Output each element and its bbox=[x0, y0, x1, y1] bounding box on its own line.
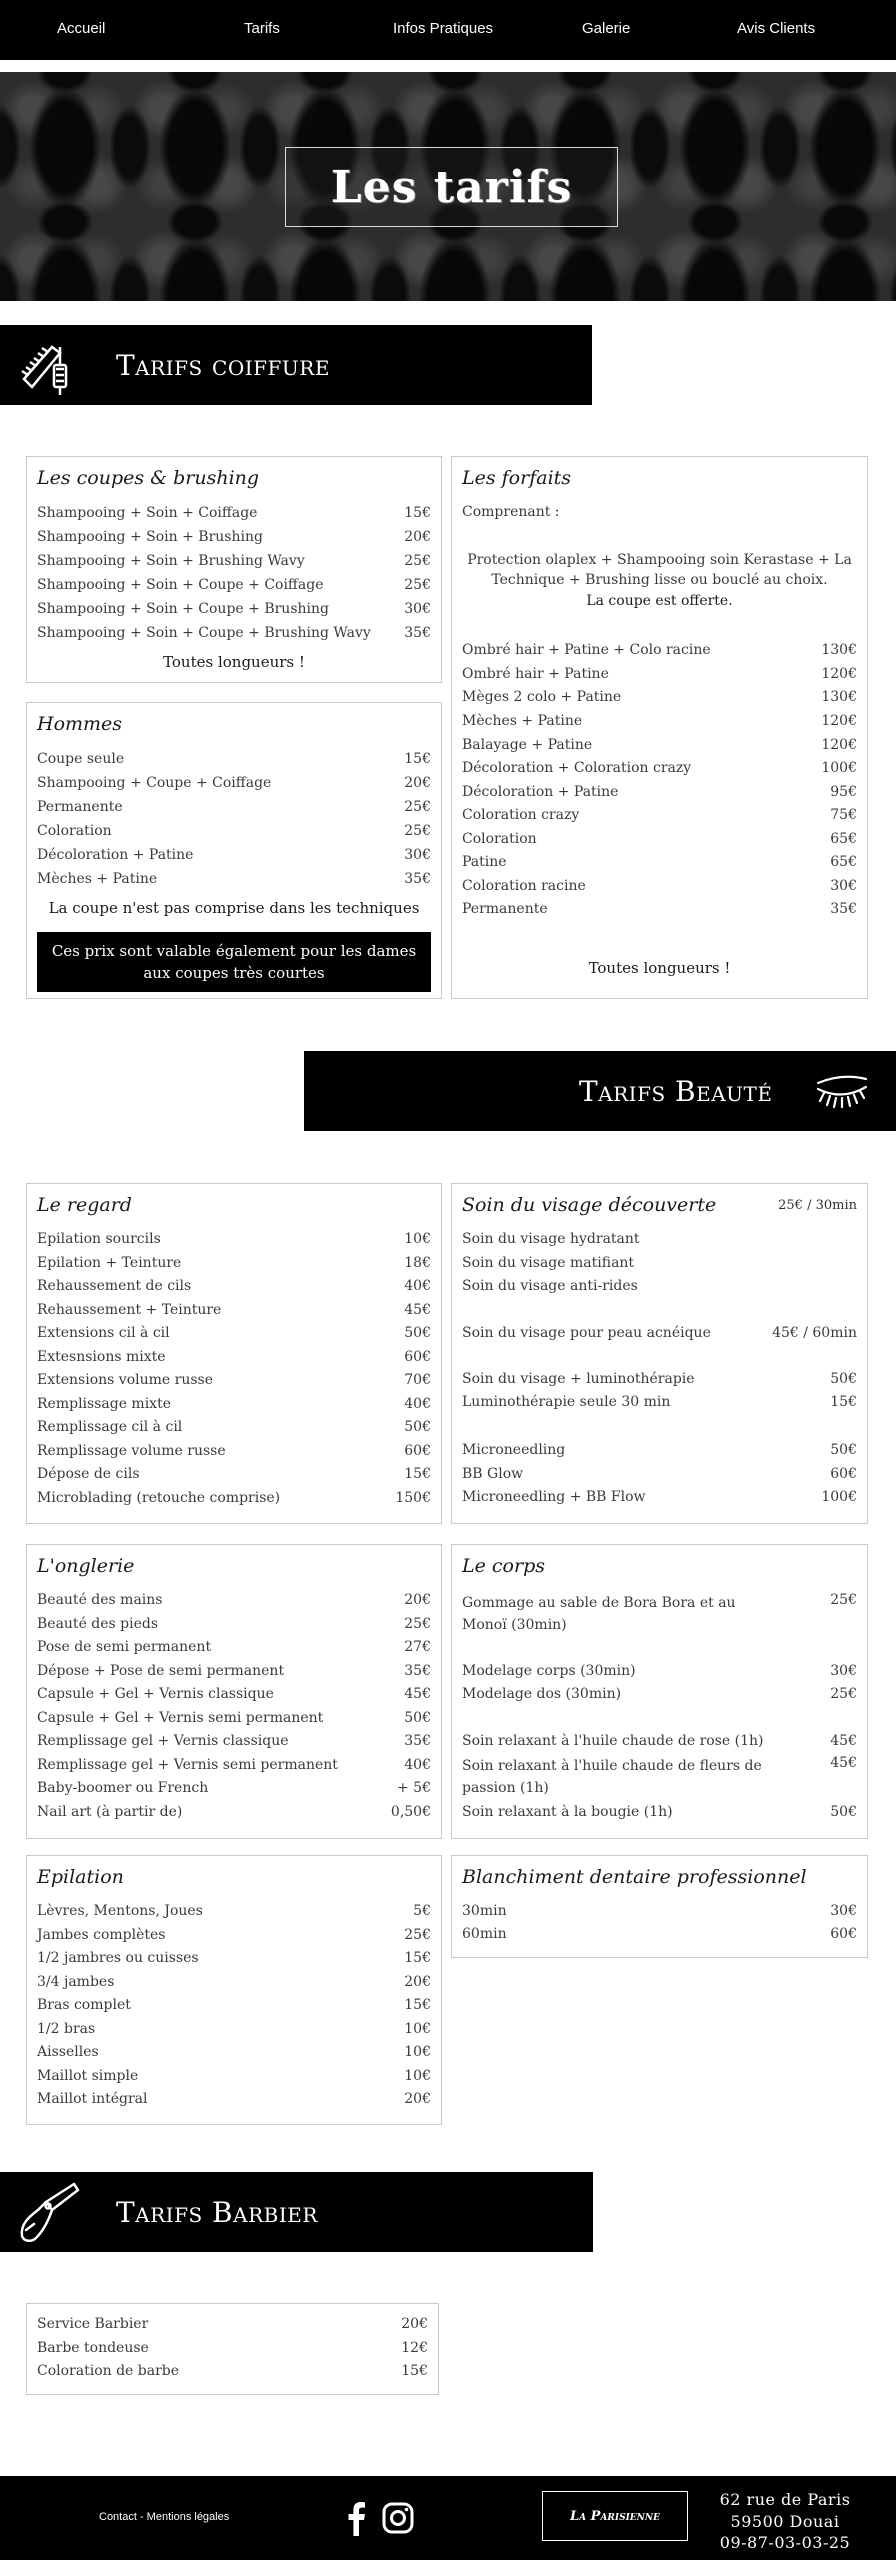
price-row: Modelage corps (30min) 30€ bbox=[462, 1663, 857, 1679]
price-row: Coloration crazy 75€ bbox=[462, 807, 857, 823]
footer-logo-box[interactable] bbox=[542, 2491, 688, 2541]
price-row: Soin relaxant à la bougie (1h) 50€ bbox=[462, 1804, 857, 1820]
card-barbier bbox=[26, 2303, 439, 2395]
price-row: Microneedling + BB Flow 100€ bbox=[462, 1489, 857, 1505]
price-row: Remplissage volume russe 60€ bbox=[37, 1443, 431, 1459]
card-hommes bbox=[26, 702, 442, 999]
price-row: Soin du visage + luminothérapie 50€ bbox=[462, 1371, 857, 1387]
footer-contact-link[interactable]: Contact - Mentions légales bbox=[99, 2511, 230, 2523]
nav-galerie[interactable]: Galerie bbox=[582, 20, 631, 37]
price-row: Dépose de cils 15€ bbox=[37, 1466, 431, 1482]
black-note: Ces prix sont valable également pour les dames aux coupes très courtes bbox=[37, 932, 431, 992]
price-row: 1/2 jambres ou cuisses 15€ bbox=[37, 1950, 431, 1966]
price-row: Epilation + Teinture 18€ bbox=[37, 1255, 431, 1271]
footer bbox=[0, 2476, 896, 2560]
price-row: Ombré hair + Patine + Colo racine 130€ bbox=[462, 642, 857, 658]
price-row: Shampooing + Soin + Brushing Wavy 25€ bbox=[37, 553, 431, 569]
card-regard bbox=[26, 1183, 442, 1524]
price-row: Gommage au sable de Bora Bora et au Monoï (30min) 25€ bbox=[462, 1592, 857, 1633]
price-row: Service Barbier 20€ bbox=[37, 2316, 428, 2332]
price-row: Capsule + Gel + Vernis classique 45€ bbox=[37, 1686, 431, 1702]
price-row: Soin du visage anti-rides bbox=[462, 1278, 638, 1294]
price-row: Remplissage mixte 40€ bbox=[37, 1396, 431, 1412]
hero-banner bbox=[0, 72, 896, 301]
price-row: Shampooing + Soin + Coupe + Coiffage 25€ bbox=[37, 577, 431, 593]
price-row: Rehaussement + Teinture 45€ bbox=[37, 1302, 431, 1318]
price-row: Décoloration + Patine 30€ bbox=[37, 847, 431, 863]
top-nav bbox=[0, 0, 896, 60]
price-row: Extesnsions mixte 60€ bbox=[37, 1349, 431, 1365]
card-blanchiment bbox=[451, 1855, 868, 1958]
price-row: Coloration de barbe 15€ bbox=[37, 2363, 428, 2379]
card-forfaits bbox=[451, 456, 868, 999]
banner-barbier-title: Tarifs Barbier bbox=[116, 2196, 318, 2229]
price-row: Pose de semi permanent 27€ bbox=[37, 1639, 431, 1655]
price-row: Shampooing + Coupe + Coiffage 20€ bbox=[37, 775, 431, 791]
card-epilation bbox=[26, 1855, 442, 2125]
price-row: Extensions volume russe 70€ bbox=[37, 1372, 431, 1388]
note: La coupe n'est pas comprise dans les techniques bbox=[48, 899, 420, 917]
price-row: Permanente 25€ bbox=[37, 799, 431, 815]
price-row: Beauté des pieds 25€ bbox=[37, 1616, 431, 1632]
price-row: Barbe tondeuse 12€ bbox=[37, 2340, 428, 2356]
price-row: Mèches + Patine 35€ bbox=[37, 871, 431, 887]
price-row: 1/2 bras 10€ bbox=[37, 2021, 431, 2037]
price-row: Extensions cil à cil 50€ bbox=[37, 1325, 431, 1341]
price-row: Remplissage gel + Vernis semi permanent 40€ bbox=[37, 1757, 431, 1773]
price-row: 30min 30€ bbox=[462, 1903, 857, 1919]
price-row: Coloration racine 30€ bbox=[462, 878, 857, 894]
comb-brush-icon bbox=[18, 335, 78, 397]
banner-beaute bbox=[304, 1051, 896, 1131]
hero-frame bbox=[285, 147, 618, 227]
price-row: Shampooing + Soin + Coupe + Brushing 30€ bbox=[37, 601, 431, 617]
price-row: Soin relaxant à l'huile chaude de fleurs de passion (1h) 45€ bbox=[462, 1755, 857, 1796]
price-row: Bras complet 15€ bbox=[37, 1997, 431, 2013]
price-row: Soin du visage pour peau acnéique 45€ / 60min bbox=[462, 1325, 857, 1341]
price-row: Lèvres, Mentons, Joues 5€ bbox=[37, 1903, 431, 1919]
price-row: Epilation sourcils 10€ bbox=[37, 1231, 431, 1247]
price-row: Coloration 65€ bbox=[462, 831, 857, 847]
price-row: Microblading (retouche comprise) 150€ bbox=[37, 1490, 431, 1506]
nav-accueil[interactable]: Accueil bbox=[57, 20, 106, 37]
card-onglerie bbox=[26, 1544, 442, 1839]
price-row: Shampooing + Soin + Coupe + Brushing Wavy 35€ bbox=[37, 625, 431, 641]
price-row: Maillot simple 10€ bbox=[37, 2068, 431, 2084]
nav-infos-pratiques[interactable]: Infos Pratiques bbox=[393, 20, 494, 37]
price-row: Modelage dos (30min) 25€ bbox=[462, 1686, 857, 1702]
instagram-icon[interactable] bbox=[382, 2502, 414, 2534]
card-soin-visage bbox=[451, 1183, 868, 1524]
price-row: Décoloration + Coloration crazy 100€ bbox=[462, 760, 857, 776]
price-row: 60min 60€ bbox=[462, 1926, 857, 1942]
card-title: Blanchiment dentaire professionnel bbox=[462, 1866, 807, 1888]
footer-logo: La Parisienne bbox=[570, 2508, 660, 2524]
price-row: Soin du visage matifiant bbox=[462, 1255, 635, 1271]
card-title: Les forfaits bbox=[462, 467, 572, 489]
price-row: Coloration 25€ bbox=[37, 823, 431, 839]
card-title: Les coupes & brushing bbox=[37, 467, 260, 489]
price-row: Mèches + Patine 120€ bbox=[462, 713, 857, 729]
card-title: Epilation bbox=[37, 1866, 124, 1888]
banner-coiffure-title: Tarifs coiffure bbox=[116, 349, 330, 382]
price-row: Décoloration + Patine 95€ bbox=[462, 784, 857, 800]
forfaits-intro: Comprenant : bbox=[462, 504, 560, 520]
address-street: 62 rue de Paris bbox=[719, 2490, 851, 2509]
price-row: Mèges 2 colo + Patine 130€ bbox=[462, 689, 857, 705]
eyelash-icon bbox=[812, 1071, 872, 1111]
price-row: Ombré hair + Patine 120€ bbox=[462, 666, 857, 682]
price-row: Balayage + Patine 120€ bbox=[462, 737, 857, 753]
price-row: Patine 65€ bbox=[462, 854, 857, 870]
facebook-icon[interactable] bbox=[346, 2502, 366, 2536]
note: Toutes longueurs ! bbox=[163, 653, 305, 671]
price-row: Baby-boomer ou French + 5€ bbox=[37, 1780, 431, 1796]
price-row: 3/4 jambes 20€ bbox=[37, 1974, 431, 1990]
price-row: Rehaussement de cils 40€ bbox=[37, 1278, 431, 1294]
forfaits-description: Protection olaplex + Shampooing soin Kerastase + La Technique + Brushing lisse ou bouclé au choix. bbox=[467, 552, 852, 588]
card-coupes-brushing bbox=[26, 456, 442, 683]
price-row: Remplissage gel + Vernis classique 35€ bbox=[37, 1733, 431, 1749]
card-title: Soin du visage découverte bbox=[462, 1194, 717, 1216]
card-corps bbox=[451, 1544, 868, 1839]
price-row: Shampooing + Soin + Coiffage 15€ bbox=[37, 505, 431, 521]
card-title: L'onglerie bbox=[37, 1555, 135, 1577]
note: Toutes longueurs ! bbox=[588, 959, 731, 977]
price-row: Capsule + Gel + Vernis semi permanent 50€ bbox=[37, 1710, 431, 1726]
price-row: Shampooing + Soin + Brushing 20€ bbox=[37, 529, 431, 545]
price-row: Aisselles 10€ bbox=[37, 2044, 431, 2060]
card-title: Le regard bbox=[37, 1194, 132, 1216]
price-row: Maillot intégral 20€ bbox=[37, 2091, 431, 2107]
banner-barbier bbox=[0, 2172, 593, 2252]
banner-beaute-title: Tarifs Beauté bbox=[579, 1075, 773, 1108]
price-row: Beauté des mains 20€ bbox=[37, 1592, 431, 1608]
price-row: Remplissage cil à cil 50€ bbox=[37, 1419, 431, 1435]
price-row: Microneedling 50€ bbox=[462, 1442, 857, 1458]
razor-icon bbox=[16, 2180, 80, 2246]
address-city: 59500 Douai bbox=[730, 2512, 840, 2531]
price-row: Dépose + Pose de semi permanent 35€ bbox=[37, 1663, 431, 1679]
card-title-price: 25€ / 30min bbox=[778, 1198, 857, 1213]
banner-coiffure bbox=[0, 325, 592, 405]
page-title: Les tarifs bbox=[330, 161, 573, 213]
card-title: Le corps bbox=[462, 1555, 545, 1577]
price-row: BB Glow 60€ bbox=[462, 1466, 857, 1482]
price-row: Coupe seule 15€ bbox=[37, 751, 431, 767]
price-row: Permanente 35€ bbox=[462, 901, 857, 917]
price-row: Luminothérapie seule 30 min 15€ bbox=[462, 1394, 857, 1410]
address-phone: 09-87-03-03-25 bbox=[719, 2533, 851, 2552]
price-row: Soin relaxant à l'huile chaude de rose (1h) 45€ bbox=[462, 1733, 857, 1749]
price-row: Soin du visage hydratant bbox=[462, 1231, 640, 1247]
price-row: Nail art (à partir de) 0,50€ bbox=[37, 1804, 431, 1820]
forfaits-offer: La coupe est offerte. bbox=[586, 593, 733, 609]
card-title: Hommes bbox=[37, 713, 123, 735]
nav-tarifs[interactable]: Tarifs bbox=[244, 20, 280, 37]
nav-avis-clients[interactable]: Avis Clients bbox=[737, 20, 816, 37]
price-row: Jambes complètes 25€ bbox=[37, 1927, 431, 1943]
